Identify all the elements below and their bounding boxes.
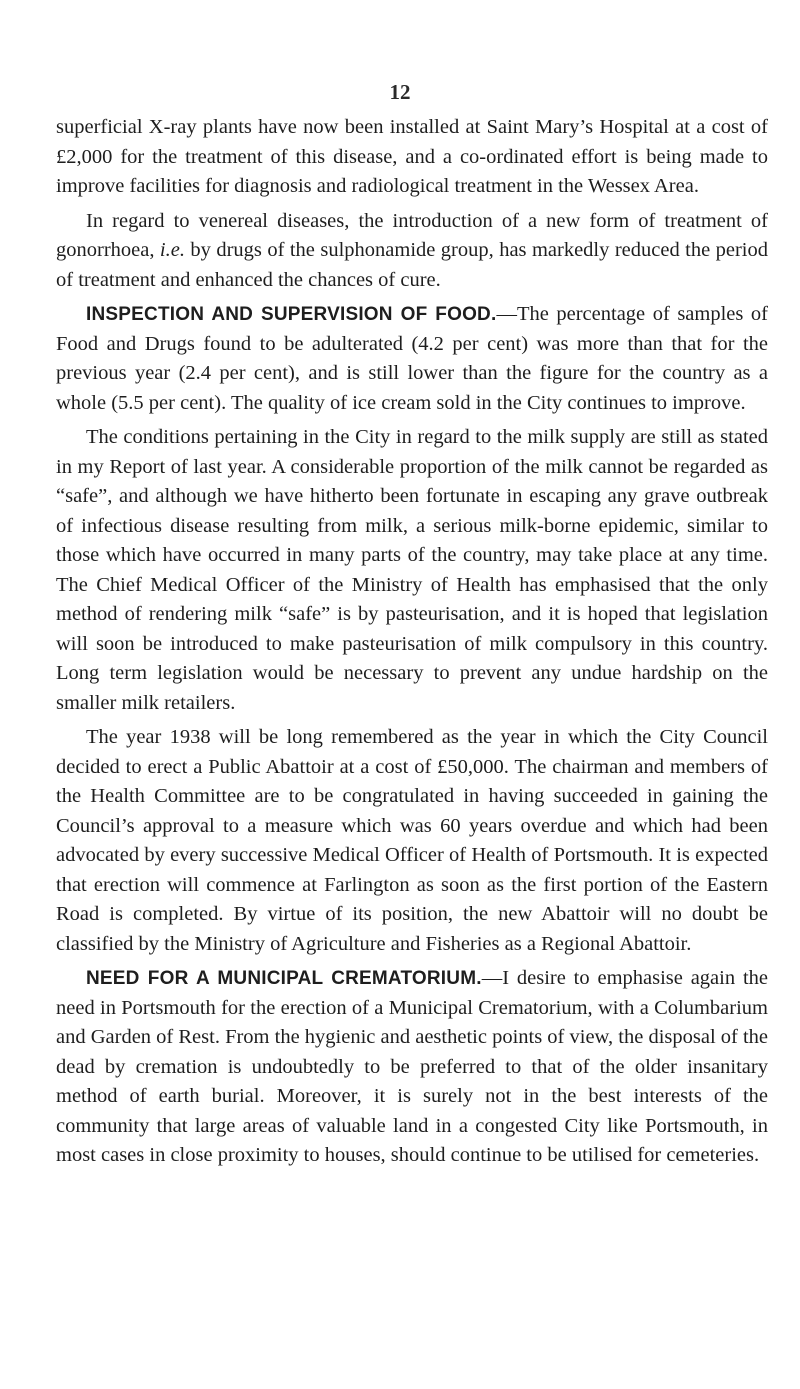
body-text bbox=[56, 113, 768, 1176]
italic-ie: i.e. bbox=[159, 239, 185, 261]
paragraph-food-inspection-text: —The percentage of samples of Food and Drugs found to be adulterated (4.2 per cent) was more than that for the previous year (2.4 per cent), and is still lower than the figure for the country as a whole (5.5 per cent). The quality of ice cream sold in the City continues to improve. bbox=[56, 303, 768, 414]
paragraph-public-abattoir: The year 1938 will be long remembered as the year in which the City Council decided to erect a Public Abattoir at a cost of £50,000. The chairman and members of the Health Committee are to be congratulated in having succeeded in gaining the Council’s approval to a measure which was 60 years overdue and which had been advocated by every successive Medical Officer of Health of Portsmouth. It is expected that erection will commence at Farlington as soon as the first portion of the Eastern Road is completed. By virtue of its position, the new Abattoir will no doubt be classified by the Ministry of Agriculture and Fisheries as a Regional Abattoir. bbox=[56, 726, 768, 955]
section-heading-food-inspection: INSPECTION AND SUPERVISION OF FOOD. bbox=[86, 304, 497, 325]
paragraph-food-inspection bbox=[56, 300, 768, 418]
paragraph-crematorium bbox=[56, 964, 768, 1171]
paragraph-milk-supply: The conditions pertaining in the City in regard to the milk supply are still as stated in my Report of last year. A considerable proportion of the milk cannot be regarded as “safe”, and although we have hitherto been fortunate in escaping any grave outbreak of infectious disease resulting from milk, a serious milk-borne epidemic, similar to those which have occurred in many parts of the country, may take place at any time. The Chief Medical Officer of the Ministry of Health has emphasised that the only method of rendering milk “safe” is by pasteurisation, and it is hoped that legislation will soon be introduced to make pasteurisation of milk compulsory in this country. Long term legislation would be necessary to prevent any undue hardship on the smaller milk retailers. bbox=[56, 426, 768, 714]
section-heading-crematorium: NEED FOR A MUNICIPAL CREMATORIUM. bbox=[86, 968, 482, 989]
paragraph-venereal-diseases bbox=[56, 207, 768, 296]
page-number: 12 bbox=[389, 80, 411, 104]
paragraph-venereal-text-start: In regard to venereal diseases, the introduction of a new form of treatment of gonorrhoea, bbox=[56, 209, 768, 261]
paragraph-xray-plants: superficial X-ray plants have now been installed at Saint Mary’s Hospital at a cost of £2,000 for the treatment of this disease, and a co-ordinated effort is being made to improve facilities for diagnosis and radiological treatment in the Wessex Area. bbox=[56, 116, 768, 197]
paragraph-venereal-text-end: by drugs of the sulphonamide group, has markedly reduced the period of treatment and enhanced the chances of cure. bbox=[56, 239, 768, 291]
paragraph-crematorium-text: —I desire to emphasise again the need in Portsmouth for the erection of a Municipal Crematorium, with a Columbarium and Garden of Rest. From the hygienic and aesthetic points of view, the disposal of the dead by cremation is undoubtedly to be preferred to that of the older insanitary method of earth burial. Moreover, it is surely not in the best interests of the community that large areas of valuable land in a congested City like Portsmouth, in most cases in close proximity to houses, should continue to be utilised for cemeteries. bbox=[56, 967, 769, 1166]
